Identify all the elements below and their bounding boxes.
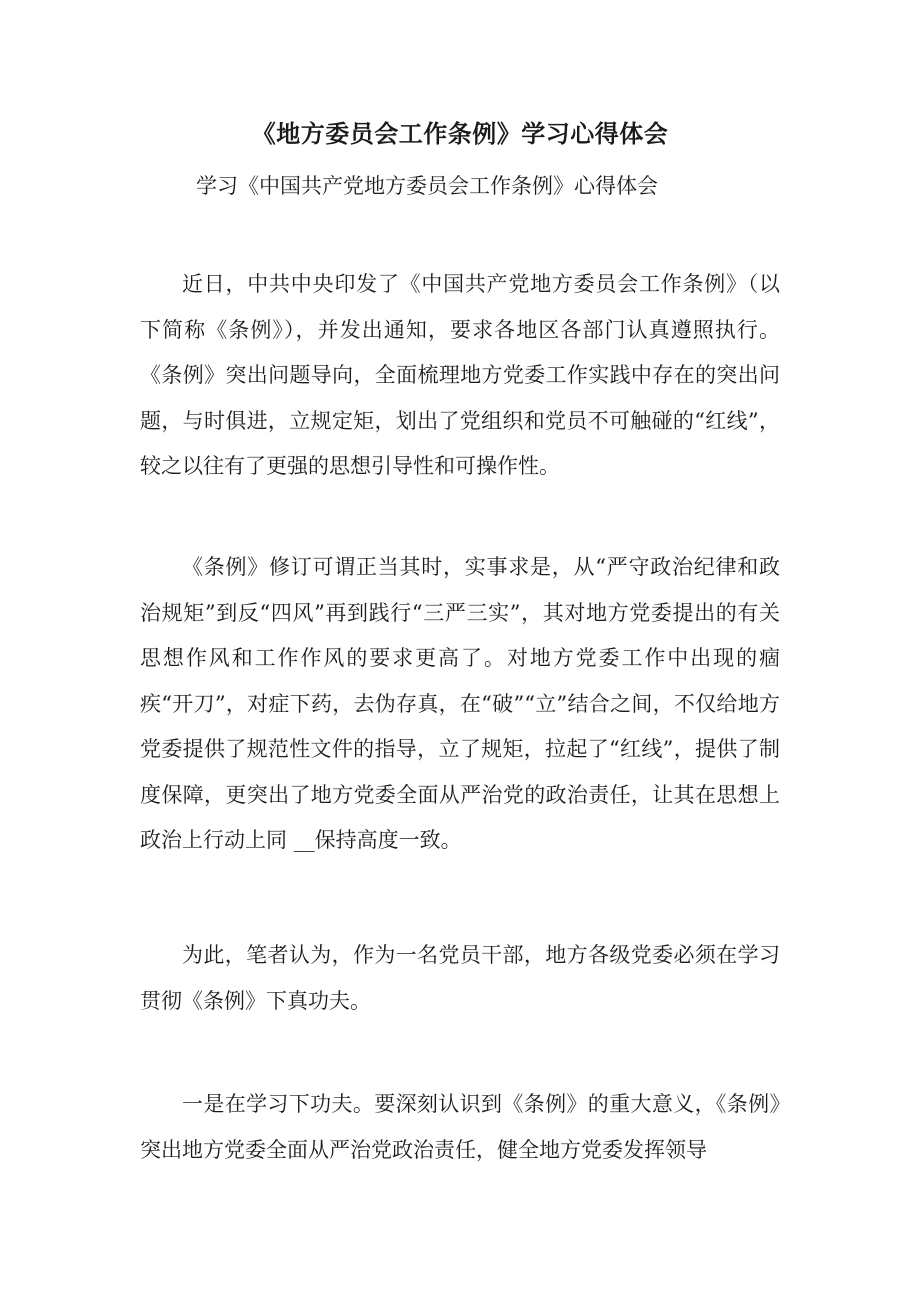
document-title: 《地方委员会工作条例》学习心得体会 — [251, 120, 669, 148]
document-subtitle: 学习《中国共产党地方委员会工作条例》心得体会 — [196, 174, 658, 198]
paragraph-intro: 近日，中共中央印发了《中国共产党地方委员会工作条例》（以下简称《条例》），并发出通知，要求各地区各部门认真遵照执行。《条例》突出问题导向，全面梳理地方党委工作实践中存在的突出问题，与时俱进，立规定矩，划出了党组织和党员不可触碰的“红线”，较之以往有了更强的思想引导性和可操作性。 — [140, 272, 780, 478]
paragraph-point-one: 一是在学习下功夫。要深刻认识到《条例》的重大意义，《条例》突出地方党委全面从严治党政治责任，健全地方党委发挥领导 — [140, 1092, 780, 1162]
paragraph-author-view: 为此，笔者认为，作为一名党员干部，地方各级党委必须在学习贯彻《条例》下真功夫。 — [140, 943, 780, 1013]
paragraph-revision: 《条例》修订可谓正当其时，实事求是，从“严守政治纪律和政治规矩”到反“四风”再到践行“三严三实”，其对地方党委提出的有关思想作风和工作作风的要求更高了。对地方党委工作中出现的痼疾“开刀”，对症下药，去伪存真，在“破”“立”结合之间，不仅给地方党委提供了规范性文件的指导，立了规矩，拉起了“红线”，提供了制度保障，更突出了地方党委全面从严治党的政治责任，让其在思想上政治上行动上同 __保持高度一致。 — [140, 555, 780, 852]
